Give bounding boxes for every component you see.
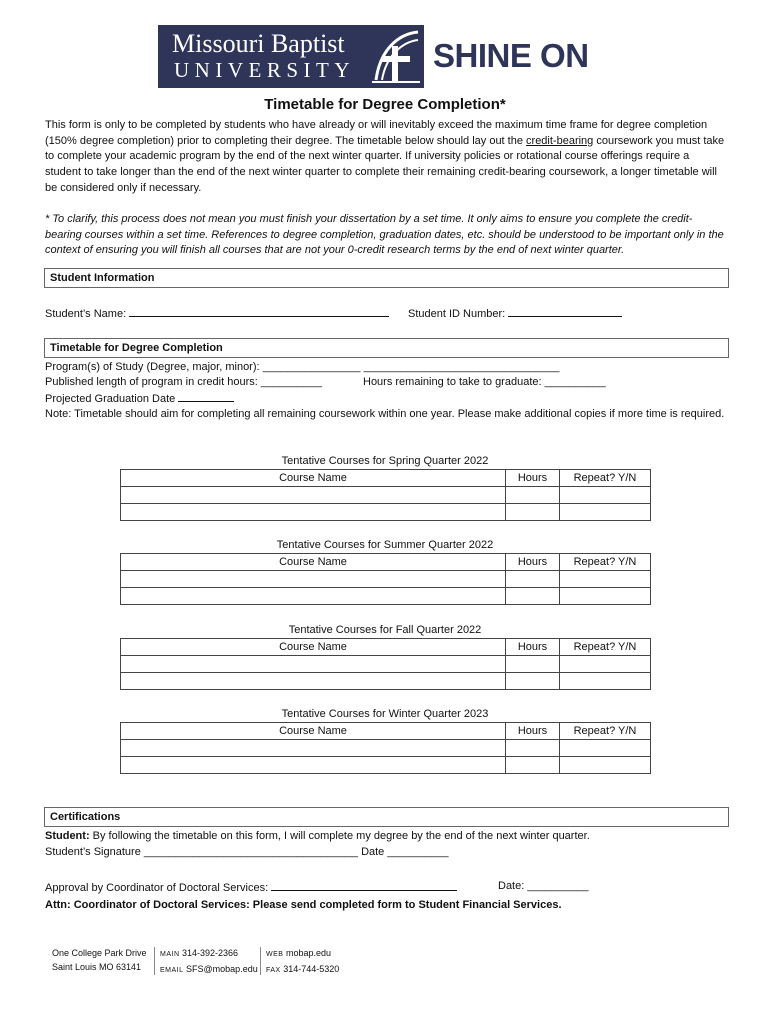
clarify-note: * To clarify, this process does not mean you must finish your dissertation by a set time. It only aims to ensure you complete the credit-bearing courses within a set time. References to degree completion, graduation dates, etc. should be understood to be important only in the context of ensuring you will finish all courses that are not your 0-credit research terms by the end of next winter quarter. <box>45 213 724 257</box>
hours-cell[interactable] <box>506 656 560 673</box>
programs-field[interactable]: ________________ ________________________________ <box>262 361 560 373</box>
credit-bearing-link: credit-bearing <box>526 134 594 147</box>
main-phone: 314-392-2366 <box>182 948 239 958</box>
length-field[interactable]: __________ <box>260 376 323 388</box>
course-name-cell[interactable] <box>121 656 506 673</box>
signature-label: Student’s Signature <box>45 846 141 858</box>
repeat-cell[interactable] <box>560 571 651 588</box>
student-name-field[interactable] <box>129 306 389 317</box>
approval-date-row <box>498 880 589 892</box>
col-course-name: Course Name <box>121 470 506 487</box>
col-repeat: Repeat? Y/N <box>560 639 651 656</box>
winter-courses-table <box>120 722 651 774</box>
programs-row <box>45 361 559 373</box>
student-cert-row <box>45 830 590 842</box>
footer-divider <box>154 947 155 975</box>
remaining-field[interactable]: __________ <box>544 376 606 388</box>
course-name-cell[interactable] <box>121 673 506 690</box>
timetable-note: Note: Timetable should aim for completing all remaining coursework within one year. Please make additional copies if more time is required. <box>45 408 725 420</box>
spring-caption: Tentative Courses for Spring Quarter 2022 <box>281 455 489 467</box>
spring-courses-table <box>120 469 651 521</box>
shine-on-tagline: SHINE ON <box>433 37 589 74</box>
programs-label: Program(s) of Study (Degree, major, minor): <box>45 361 260 373</box>
remaining-label: Hours remaining to take to graduate: <box>363 376 542 388</box>
approval-signature-field[interactable] <box>271 880 457 891</box>
hours-cell[interactable] <box>506 571 560 588</box>
col-repeat: Repeat? Y/N <box>560 723 651 740</box>
course-name-cell[interactable] <box>121 487 506 504</box>
address-line2: Saint Louis MO 63141 <box>52 962 142 972</box>
winter-caption: Tentative Courses for Winter Quarter 2023 <box>281 708 489 720</box>
course-name-cell[interactable] <box>121 504 506 521</box>
student-id-label: Student ID Number: <box>408 308 506 320</box>
main-label: MAIN <box>160 951 180 958</box>
remaining-row <box>363 376 606 388</box>
col-hours: Hours <box>506 554 560 571</box>
col-hours: Hours <box>506 470 560 487</box>
logo-line1: Missouri Baptist <box>172 29 345 58</box>
grad-date-label: Projected Graduation Date <box>45 393 176 405</box>
hours-cell[interactable] <box>506 588 560 605</box>
summer-courses-table <box>120 553 651 605</box>
grad-date-field[interactable] <box>178 391 234 402</box>
timetable-header: Timetable for Degree Completion <box>44 338 729 358</box>
student-name-row <box>45 306 389 320</box>
hours-cell[interactable] <box>506 757 560 774</box>
student-info-header: Student Information <box>44 268 729 288</box>
student-id-row <box>408 306 622 320</box>
col-repeat: Repeat? Y/N <box>560 554 651 571</box>
student-cert-text: By following the timetable on this form, I will complete my degree by the end of the next winter quarter. <box>89 830 590 842</box>
address-line1: One College Park Drive <box>52 948 147 958</box>
repeat-cell[interactable] <box>560 504 651 521</box>
length-row <box>45 376 322 388</box>
summer-caption: Tentative Courses for Summer Quarter 2022 <box>276 539 494 551</box>
repeat-cell[interactable] <box>560 757 651 774</box>
approval-label: Approval by Coordinator of Doctoral Services: <box>45 882 269 894</box>
repeat-cell[interactable] <box>560 656 651 673</box>
certifications-header: Certifications <box>44 807 729 827</box>
col-course-name: Course Name <box>121 723 506 740</box>
fax-number: 314-744-5320 <box>283 964 340 974</box>
repeat-cell[interactable] <box>560 588 651 605</box>
fall-caption: Tentative Courses for Fall Quarter 2022 <box>288 624 482 636</box>
student-name-label: Student’s Name: <box>45 308 127 320</box>
length-label: Published length of program in credit hours: <box>45 376 258 388</box>
footer-contact <box>160 946 258 978</box>
repeat-cell[interactable] <box>560 673 651 690</box>
footer-address <box>52 946 147 974</box>
signature-date-field[interactable]: __________ <box>387 846 449 858</box>
approval-date-label: Date: <box>498 880 525 892</box>
grad-date-row <box>45 391 234 405</box>
hours-cell[interactable] <box>506 504 560 521</box>
hours-cell[interactable] <box>506 740 560 757</box>
fax-label: FAX <box>266 967 281 974</box>
col-hours: Hours <box>506 723 560 740</box>
course-name-cell[interactable] <box>121 571 506 588</box>
web-address: mobap.edu <box>285 948 332 958</box>
approval-date-field[interactable]: __________ <box>527 880 589 892</box>
repeat-cell[interactable] <box>560 740 651 757</box>
col-course-name: Course Name <box>121 639 506 656</box>
email-label: EMAIL <box>160 967 184 974</box>
footer-web <box>266 946 339 978</box>
signature-field[interactable]: ___________________________________ <box>143 846 358 858</box>
shine-mark-icon <box>370 28 422 86</box>
page-title: Timetable for Degree Completion* <box>264 96 506 113</box>
web-label: WEB <box>266 951 284 958</box>
signature-date-label: Date <box>361 846 385 858</box>
intro-text-b: coursework you must take to complete your academic program by the end of the next winter quarter. If university policies or rotational course offerings require a student to take longer than the end of the next winter quarter to complete their remaining credit-bearing coursework, a longer timetable will be considered only if necessary. <box>45 134 725 194</box>
approval-row <box>45 880 457 894</box>
col-course-name: Course Name <box>121 554 506 571</box>
course-name-cell[interactable] <box>121 757 506 774</box>
col-hours: Hours <box>506 639 560 656</box>
fall-courses-table <box>120 638 651 690</box>
university-logo <box>158 25 424 88</box>
student-cert-label: Student: <box>45 830 90 842</box>
repeat-cell[interactable] <box>560 487 651 504</box>
attn-note: Attn: Coordinator of Doctoral Services: Please send completed form to Student Financial Services. <box>45 899 562 911</box>
hours-cell[interactable] <box>506 673 560 690</box>
email-address: SFS@mobap.edu <box>186 964 258 974</box>
student-id-field[interactable] <box>508 306 622 317</box>
signature-row <box>45 846 449 858</box>
course-name-cell[interactable] <box>121 588 506 605</box>
hours-cell[interactable] <box>506 487 560 504</box>
footer-divider <box>260 947 261 975</box>
intro-text-a: This form is only to be completed by students who have already or will inevitably exceed the maximum time frame for degree completion (150% degree completion) prior to completing their degree. The timetable below should lay out the <box>45 119 708 147</box>
intro-paragraph <box>45 118 725 197</box>
course-name-cell[interactable] <box>121 740 506 757</box>
logo-line2: UNIVERSITY <box>174 58 355 82</box>
col-repeat: Repeat? Y/N <box>560 470 651 487</box>
